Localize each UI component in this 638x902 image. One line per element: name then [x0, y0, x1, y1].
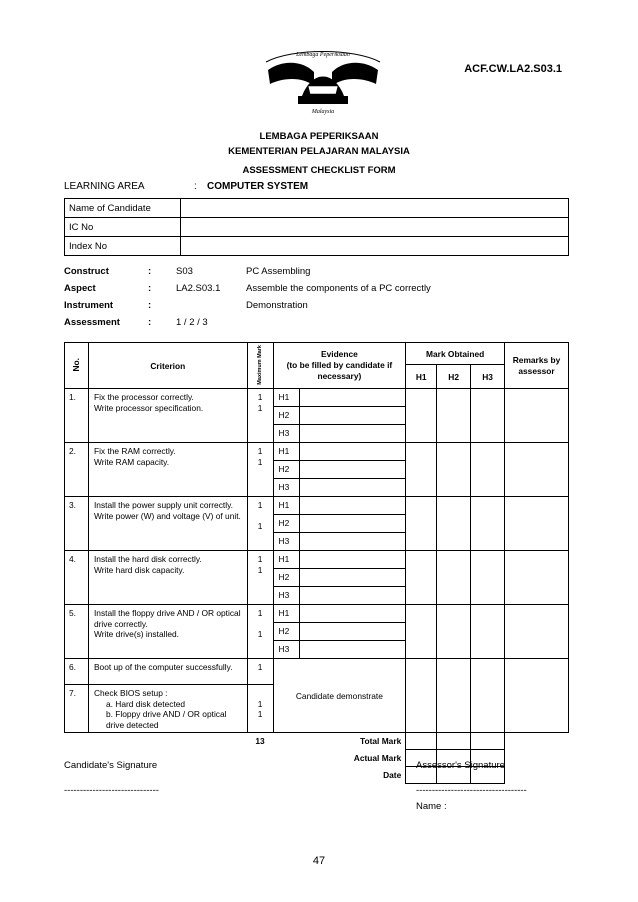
- col-h1-header: H1: [406, 365, 437, 389]
- evidence-h3-field[interactable]: [299, 641, 406, 659]
- evidence-h2-label: H2: [273, 407, 299, 425]
- learning-area-value: COMPUTER SYSTEM: [207, 181, 309, 192]
- evidence-h3-field[interactable]: [299, 533, 406, 551]
- meta-assessment: [64, 315, 574, 332]
- remarks-cell[interactable]: [505, 605, 569, 659]
- learning-area-colon: :: [194, 181, 197, 192]
- total-h3-cell[interactable]: [471, 733, 505, 750]
- page-number: 47: [312, 855, 326, 867]
- max-mark-cell: 1 1: [247, 497, 273, 551]
- ic-no-field[interactable]: [181, 218, 569, 237]
- mark-h3-cell[interactable]: [471, 443, 505, 497]
- meta-colon: :: [148, 266, 152, 277]
- meta-desc: PC Assembling: [246, 266, 311, 277]
- actual-mark-label: Actual Mark: [353, 753, 402, 763]
- learning-area-row: [64, 181, 574, 195]
- total-max-mark: 13: [255, 736, 265, 747]
- evidence-h2-field[interactable]: [299, 407, 406, 425]
- criterion-cell: Install the hard disk correctly. Write hard disk capacity.: [88, 551, 247, 605]
- svg-text:Lembaga Peperiksaan: Lembaga Peperiksaan: [296, 52, 350, 58]
- meta-instrument: [64, 298, 574, 315]
- ic-no-label: IC No: [65, 218, 181, 237]
- remarks-cell[interactable]: [505, 389, 569, 443]
- mark-h1-cell[interactable]: [406, 497, 437, 551]
- lembaga-peperiksaan-logo: [262, 40, 384, 120]
- meta-label: Instrument: [64, 300, 114, 311]
- mark-h2-cell[interactable]: [437, 443, 471, 497]
- candidate-name-label: Name of Candidate: [65, 199, 181, 218]
- evidence-h1-label: H1: [273, 443, 299, 461]
- max-mark-cell: 1: [247, 659, 273, 685]
- evidence-h2-label: H2: [273, 461, 299, 479]
- row-number: 6.: [65, 659, 89, 685]
- evidence-h1-field[interactable]: [299, 443, 406, 461]
- header-line-2: KEMENTERIAN PELAJARAN MALAYSIA: [228, 146, 410, 157]
- evidence-h1-field[interactable]: [299, 389, 406, 407]
- total-mark-label: Total Mark: [359, 736, 402, 747]
- col-evidence-header: Evidence (to be filled by candidate if necessary): [273, 343, 406, 389]
- col-mark-obtained-header: Mark Obtained: [406, 343, 505, 365]
- evidence-h2-label: H2: [273, 515, 299, 533]
- checklist-table: [64, 342, 569, 784]
- max-mark-cell: 1 1: [247, 551, 273, 605]
- evidence-h1-label: H1: [273, 497, 299, 515]
- evidence-h3-field[interactable]: [299, 587, 406, 605]
- mark-h3-cell[interactable]: [471, 551, 505, 605]
- criterion-cell: Fix the processor correctly. Write processor specification.: [88, 389, 247, 443]
- evidence-h2-field[interactable]: [299, 515, 406, 533]
- evidence-h3-label: H3: [273, 587, 299, 605]
- evidence-h1-label: H1: [273, 605, 299, 623]
- assessor-signature-label: Assessor's Signature: [416, 760, 505, 771]
- evidence-h3-label: H3: [273, 533, 299, 551]
- evidence-h2-field[interactable]: [299, 623, 406, 641]
- criterion-cell: Check BIOS setup : a. Hard disk detected b. Floppy drive AND / OR optical drive detected: [88, 685, 247, 733]
- index-no-field[interactable]: [181, 237, 569, 256]
- criterion-cell: Install the floppy drive AND / OR optical drive correctly. Write drive(s) installed.: [88, 605, 247, 659]
- meta-desc: Assemble the components of a PC correctly: [246, 283, 431, 294]
- criterion-cell: Install the power supply unit correctly. Write power (W) and voltage (V) of unit.: [88, 497, 247, 551]
- col-h3-header: H3: [471, 365, 505, 389]
- mark-h2-cell[interactable]: [437, 389, 471, 443]
- row-number: 1.: [65, 389, 89, 443]
- evidence-h1-field[interactable]: [299, 497, 406, 515]
- date-label: Date: [383, 770, 402, 780]
- mark-h2-cell[interactable]: [437, 551, 471, 605]
- col-max-mark-header: Maximum Mark: [247, 343, 273, 389]
- candidate-signature-line[interactable]: ------------------------------: [64, 785, 159, 796]
- evidence-h3-field[interactable]: [299, 479, 406, 497]
- candidate-name-field[interactable]: [181, 199, 569, 218]
- evidence-h1-label: H1: [273, 551, 299, 569]
- total-h2-cell[interactable]: [437, 733, 471, 750]
- row-number: 4.: [65, 551, 89, 605]
- mark-h1-cell[interactable]: [406, 551, 437, 605]
- meta-colon: :: [148, 300, 152, 311]
- remarks-cell[interactable]: [505, 659, 569, 733]
- assessor-signature-line[interactable]: -----------------------------------: [416, 785, 527, 796]
- mark-h3-cell[interactable]: [471, 497, 505, 551]
- max-mark-cell: 1 1: [247, 685, 273, 733]
- mark-h3-cell[interactable]: [471, 605, 505, 659]
- evidence-h3-field[interactable]: [299, 425, 406, 443]
- mark-h1-cell[interactable]: [406, 605, 437, 659]
- criterion-cell: Boot up of the computer successfully.: [88, 659, 247, 685]
- document-code: ACF.CW.LA2.S03.1: [464, 63, 562, 75]
- remarks-cell[interactable]: [505, 443, 569, 497]
- meta-label: Aspect: [64, 283, 96, 294]
- evidence-h3-label: H3: [273, 479, 299, 497]
- meta-colon: :: [148, 283, 152, 294]
- mark-h3-cell[interactable]: [471, 389, 505, 443]
- col-h2-header: H2: [437, 365, 471, 389]
- evidence-h2-field[interactable]: [299, 569, 406, 587]
- candidate-demonstrate-cell: Candidate demonstrate: [273, 659, 406, 733]
- col-no-header: No.: [65, 343, 89, 389]
- meta-construct: [64, 264, 574, 281]
- mark-h3-cell[interactable]: [471, 659, 505, 733]
- row-number: 7.: [65, 685, 89, 733]
- candidate-signature-label: Candidate's Signature: [64, 760, 158, 771]
- meta-code: S03: [176, 266, 193, 277]
- meta-aspect: [64, 281, 574, 298]
- meta-label: Assessment: [64, 317, 120, 328]
- evidence-h1-field[interactable]: [299, 605, 406, 623]
- remarks-cell[interactable]: [505, 497, 569, 551]
- meta-label: Construct: [64, 266, 109, 277]
- candidate-info-table: [64, 198, 569, 256]
- meta-desc: Demonstration: [246, 300, 308, 311]
- form-title: ASSESSMENT CHECKLIST FORM: [242, 165, 396, 176]
- evidence-h2-label: H2: [273, 623, 299, 641]
- header-line-1: LEMBAGA PEPERIKSAAN: [259, 131, 379, 142]
- mark-h2-cell[interactable]: [437, 497, 471, 551]
- meta-code: 1 / 2 / 3: [176, 317, 208, 328]
- evidence-h3-label: H3: [273, 425, 299, 443]
- mark-h1-cell[interactable]: [406, 443, 437, 497]
- meta-code: LA2.S03.1: [176, 283, 221, 294]
- evidence-h3-label: H3: [273, 641, 299, 659]
- row-number: 3.: [65, 497, 89, 551]
- max-mark-cell: 1 1: [247, 389, 273, 443]
- col-remarks-header: Remarks by assessor: [505, 343, 569, 389]
- mark-h2-cell[interactable]: [437, 659, 471, 733]
- meta-colon: :: [148, 317, 152, 328]
- evidence-h2-field[interactable]: [299, 461, 406, 479]
- index-no-label: Index No: [65, 237, 181, 256]
- max-mark-cell: 1 1: [247, 443, 273, 497]
- max-mark-cell: 1 1: [247, 605, 273, 659]
- mark-h1-cell[interactable]: [406, 659, 437, 733]
- evidence-h1-field[interactable]: [299, 551, 406, 569]
- assessor-name-label: Name :: [416, 801, 447, 812]
- learning-area-label: LEARNING AREA: [64, 181, 145, 192]
- col-criterion-header: Criterion: [88, 343, 247, 389]
- assessment-meta: [64, 264, 574, 332]
- row-number: 2.: [65, 443, 89, 497]
- row-number: 5.: [65, 605, 89, 659]
- remarks-cell[interactable]: [505, 551, 569, 605]
- evidence-h1-label: H1: [273, 389, 299, 407]
- total-h1-cell[interactable]: [406, 733, 437, 750]
- svg-text:Malaysia: Malaysia: [311, 109, 335, 115]
- evidence-h2-label: H2: [273, 569, 299, 587]
- criterion-cell: Fix the RAM correctly. Write RAM capacity.: [88, 443, 247, 497]
- mark-h1-cell[interactable]: [406, 389, 437, 443]
- mark-h2-cell[interactable]: [437, 605, 471, 659]
